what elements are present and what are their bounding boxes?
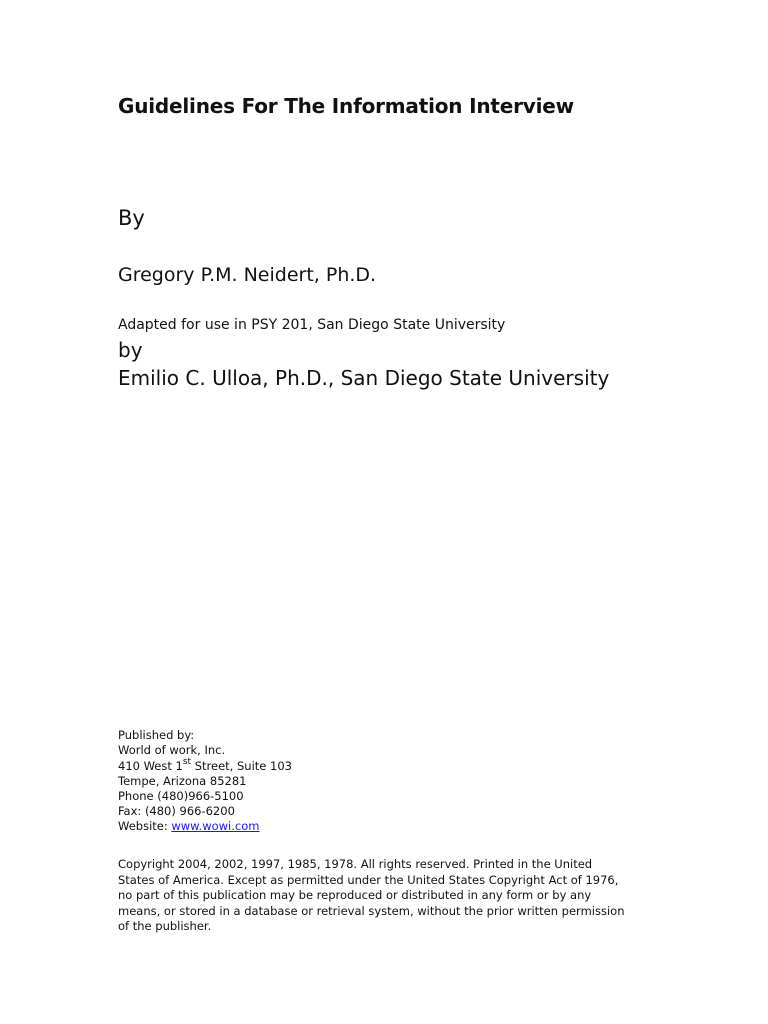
address-number: 410 West 1 [118,759,183,773]
publisher-name: World of work, Inc. [118,743,226,757]
adapter-name: Emilio C. Ulloa, Ph.D., San Diego State University [118,366,610,390]
website-label: Website: [118,819,172,833]
publisher-website [118,819,292,834]
publisher-heading: Published by: [118,728,195,742]
by-label: By [118,206,145,230]
publisher-phone: Phone (480)966-5100 [118,789,244,803]
address-suffix: st [182,757,192,768]
address-rest: Street, Suite 103 [191,759,292,773]
adapted-note: Adapted for use in PSY 201, San Diego State University [118,317,506,333]
by-label-secondary: by [118,338,143,362]
author-name: Gregory P.M. Neidert, Ph.D. [118,264,377,286]
copyright-notice: Copyright 2004, 2002, 1997, 1985, 1978. All rights reserved. Printed in the United States of America. Except as permitted under the United States Copyright Act of 1976, no part of this publication may be reproduced or distributed in any form or by any means, or stored in a database or retrieval system, without the prior written permission of the publisher. [118,857,625,933]
document-title: Guidelines For The Information Interview [118,94,574,118]
publisher-fax: Fax: (480) 966-6200 [118,804,235,818]
website-link[interactable]: www.wowi.com [171,819,260,833]
publisher-city: Tempe, Arizona 85281 [118,774,247,788]
publisher-block [118,728,292,834]
publisher-address [118,759,292,774]
